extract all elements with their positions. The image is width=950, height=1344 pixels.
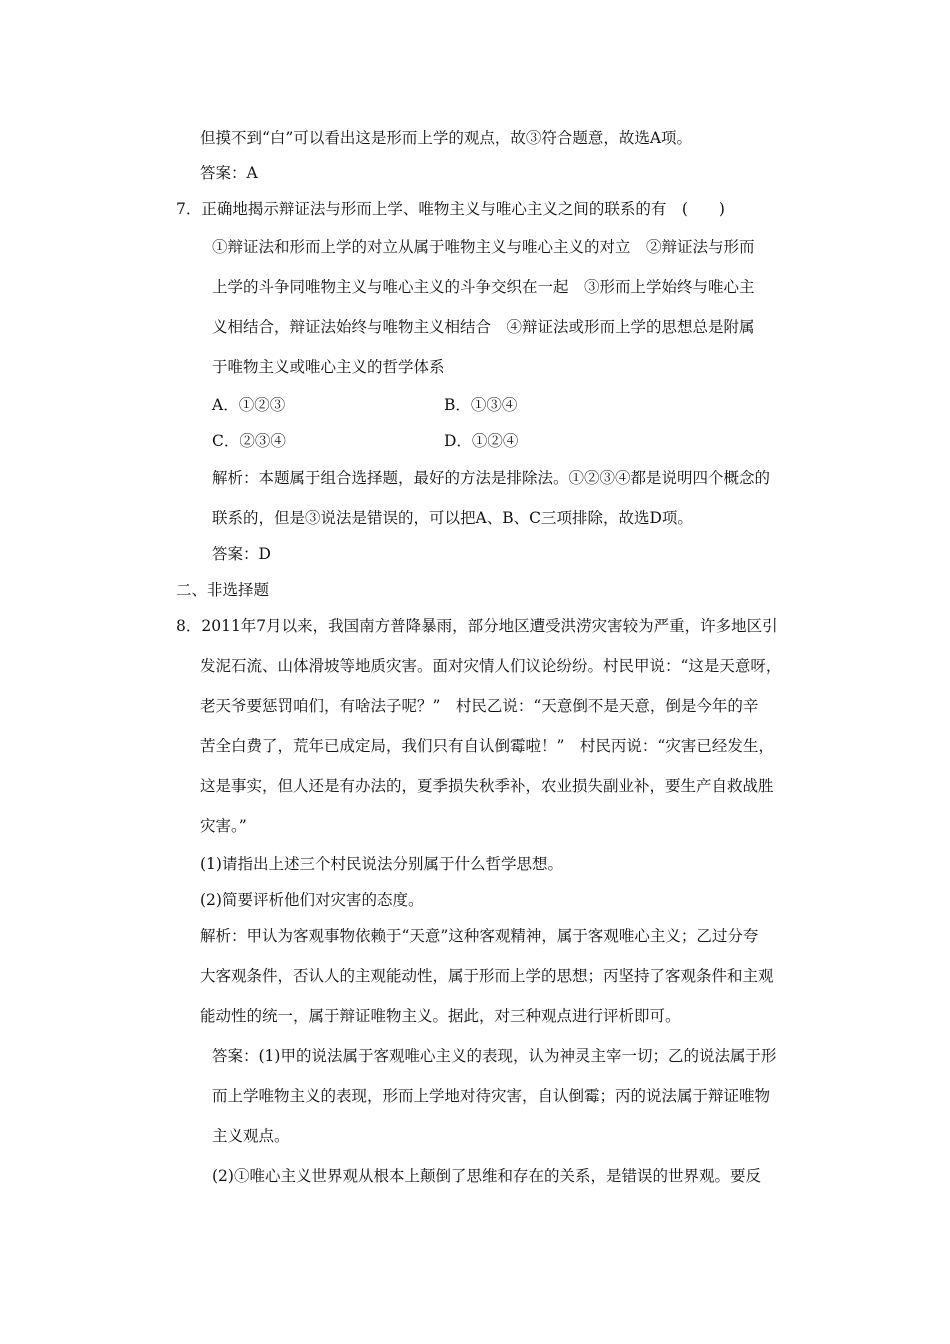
question-7-answer: 答案：D bbox=[212, 545, 271, 563]
question-8-answer: 主义观点。 bbox=[212, 1127, 290, 1145]
question-8-answer: (2)①唯心主义世界观从根本上颠倒了思维和存在的关系，是错误的世界观。要反 bbox=[212, 1167, 761, 1185]
option-b: B．①③④ bbox=[444, 396, 518, 414]
question-8-stem: 灾害。” bbox=[200, 817, 247, 835]
option-d: D．①②④ bbox=[444, 432, 519, 450]
option-a: A．①②③ bbox=[212, 396, 286, 414]
question-8-stem: 8．2011年7月以来，我国南方普降暴雨，部分地区遭受洪涝灾害较为严重，许多地区引 bbox=[176, 617, 778, 635]
question-7-analysis: 解析：本题属于组合选择题，最好的方法是排除法。①②③④都是说明四个概念的 bbox=[212, 469, 771, 487]
question-8-stem: 老天爷要惩罚咱们，有啥法子呢？” 村民乙说：“天意倒不是天意，倒是今年的辛 bbox=[200, 697, 759, 715]
question-7-statement: ①辩证法和形而上学的对立从属于唯物主义与唯心主义的对立 ②辩证法与形而 bbox=[212, 238, 755, 256]
question-7-stem: 7．正确地揭示辩证法与形而上学、唯物主义与唯心主义之间的联系的有 ( ) bbox=[176, 200, 725, 218]
question-8-sub-1: (1)请指出上述三个村民说法分别属于什么哲学思想。 bbox=[200, 855, 563, 873]
question-8-stem: 发泥石流、山体滑坡等地质灾害。面对灾情人们议论纷纷。村民甲说：“这是天意呀， bbox=[200, 657, 782, 675]
question-7-statement: 上学的斗争同唯物主义与唯心主义的斗争交织在一起 ③形而上学始终与唯心主 bbox=[212, 278, 755, 296]
continuation-line: 但摸不到“白”可以看出这是形而上学的观点，故③符合题意，故选A项。 bbox=[200, 129, 693, 147]
question-8-sub-2: (2)简要评析他们对灾害的态度。 bbox=[200, 891, 424, 909]
question-7-analysis: 联系的，但是③说法是错误的，可以把A、B、C三项排除，故选D项。 bbox=[212, 509, 693, 527]
question-8-answer: 而上学唯物主义的表现，形而上学地对待灾害，自认倒霉；丙的说法属于辩证唯物 bbox=[212, 1087, 771, 1105]
option-c: C．②③④ bbox=[212, 432, 286, 450]
section-title: 二、非选择题 bbox=[176, 581, 270, 599]
question-8-analysis: 解析：甲认为客观事物依赖于“天意”这种客观精神，属于客观唯心主义；乙过分夸 bbox=[200, 927, 759, 945]
question-8-answer: 答案：(1)甲的说法属于客观唯心主义的表现，认为神灵主宰一切；乙的说法属于形 bbox=[212, 1047, 777, 1065]
question-8-analysis: 大客观条件，否认人的主观能动性，属于形而上学的思想；丙坚持了客观条件和主观 bbox=[200, 967, 774, 985]
question-8-stem: 苦全白费了，荒年已成定局，我们只有自认倒霉啦！” 村民丙说：“灾害已经发生， bbox=[200, 737, 774, 755]
question-7-statement: 义相结合，辩证法始终与唯物主义相结合 ④辩证法或形而上学的思想总是附属 bbox=[212, 318, 755, 336]
question-8-stem: 这是事实，但人还是有办法的，夏季损失秋季补，农业损失副业补，要生产自救战胜 bbox=[200, 777, 774, 795]
question-7-statement: 于唯物主义或唯心主义的哲学体系 bbox=[212, 358, 445, 376]
question-8-analysis: 能动性的统一，属于辩证唯物主义。据此，对三种观点进行评析即可。 bbox=[200, 1007, 681, 1025]
answer-line: 答案：A bbox=[200, 164, 258, 182]
